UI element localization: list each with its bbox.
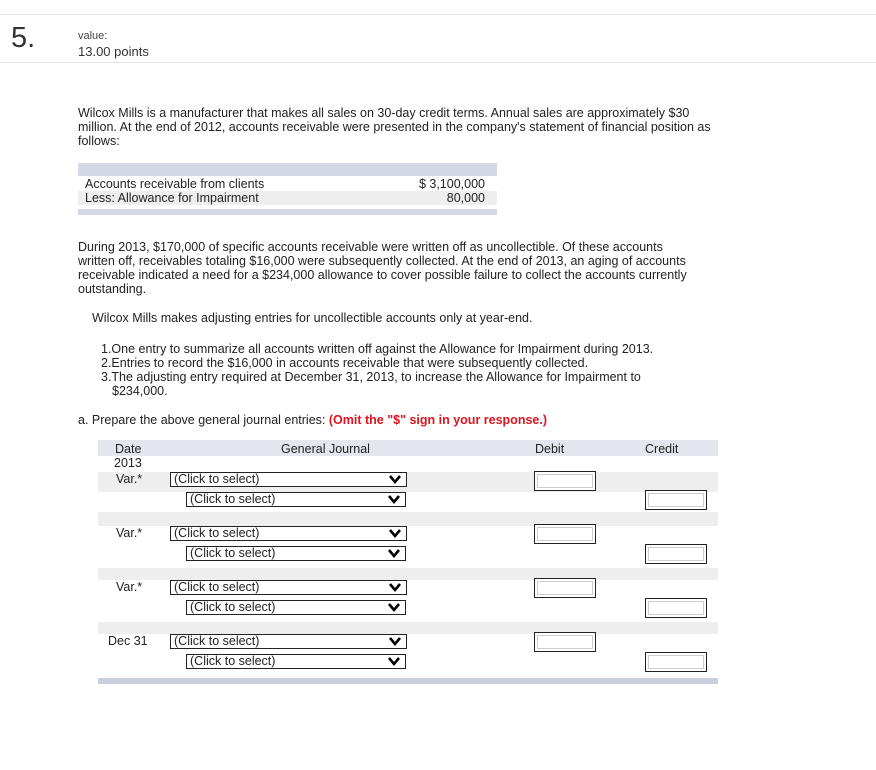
- chevron-down-icon: [388, 474, 402, 485]
- credit-account-select[interactable]: (Click to select): [186, 546, 406, 561]
- credit-amount-input[interactable]: [645, 544, 707, 564]
- year-label: 2013: [114, 456, 142, 470]
- part-a-prompt: [78, 413, 547, 427]
- intro-paragraph: Wilcox Mills is a manufacturer that makes all sales on 30-day credit terms. Annual sales are approximately $30 million. At the end of 2012, accounts receivable were presented in the company's statement of financial position as follows:: [78, 106, 711, 148]
- credit-account-select[interactable]: (Click to select): [186, 492, 406, 507]
- credit-header: Credit: [645, 442, 679, 456]
- prompt-note: (Omit the "$" sign in your response.): [328, 413, 547, 427]
- ar-row: [78, 191, 497, 205]
- entry-date: Var.*: [116, 526, 143, 540]
- chevron-down-icon: [388, 528, 402, 539]
- entry-date: Var.*: [116, 472, 143, 486]
- journal-header-row: [98, 440, 718, 456]
- entry-date: Var.*: [116, 580, 143, 594]
- credit-amount-input[interactable]: [645, 598, 707, 618]
- ar-row-value: 80,000: [446, 191, 485, 205]
- points-value: 13.00 points: [78, 44, 149, 59]
- chevron-down-icon: [388, 636, 402, 647]
- value-label: value:: [78, 30, 108, 42]
- list-item: 3.The adjusting entry required at December 31, 2013, to increase the Allowance for Impairment to: [101, 370, 641, 384]
- general-journal-header: General Journal: [281, 442, 370, 456]
- question-number: 5.: [11, 22, 36, 54]
- debit-account-select[interactable]: (Click to select): [170, 580, 407, 595]
- list-item: 1.One entry to summarize all accounts written off against the Allowance for Impairment during 2013.: [101, 342, 654, 356]
- chevron-down-icon: [388, 582, 402, 593]
- chevron-down-icon: [387, 602, 401, 613]
- required-entries-list: [101, 342, 691, 398]
- list-item-continuation: $234,000.: [112, 384, 168, 398]
- scenario-paragraph: During 2013, $170,000 of specific accounts receivable were written off as uncollectible. Of these accounts written off, receivables totaling $16,000 were subsequently collected. At the end of 2013, an aging of accounts receivable indicated a need for a $234,000 allowance to cover possible failure to collect the accounts currently outstanding.: [78, 240, 687, 296]
- entry-date: Dec 31: [108, 634, 148, 648]
- debit-amount-input[interactable]: [534, 578, 596, 598]
- debit-header: Debit: [535, 442, 565, 456]
- debit-account-select[interactable]: (Click to select): [170, 526, 407, 541]
- journal-table: [98, 440, 718, 685]
- chevron-down-icon: [387, 656, 401, 667]
- top-divider: [0, 14, 876, 15]
- debit-account-select[interactable]: (Click to select): [170, 634, 407, 649]
- prompt-text: a. Prepare the above general journal entries:: [78, 413, 329, 427]
- date-header: Date: [115, 442, 142, 456]
- list-item: 2.Entries to record the $16,000 in accounts receivable that were subsequently collected.: [101, 356, 589, 370]
- ar-row: [78, 177, 497, 191]
- credit-account-select[interactable]: (Click to select): [186, 600, 406, 615]
- chevron-down-icon: [387, 494, 401, 505]
- ar-row-label: Accounts receivable from clients: [85, 177, 265, 191]
- credit-account-select[interactable]: (Click to select): [186, 654, 406, 669]
- credit-amount-input[interactable]: [645, 490, 707, 510]
- debit-amount-input[interactable]: [534, 471, 596, 491]
- ar-row-value: $ 3,100,000: [418, 177, 485, 191]
- credit-amount-input[interactable]: [645, 652, 707, 672]
- header-divider: [0, 62, 876, 63]
- chevron-down-icon: [387, 548, 401, 559]
- debit-amount-input[interactable]: [534, 632, 596, 652]
- accounts-receivable-table: [78, 163, 497, 216]
- debit-amount-input[interactable]: [534, 524, 596, 544]
- debit-account-select[interactable]: (Click to select): [170, 472, 407, 487]
- ar-row-label: Less: Allowance for Impairment: [85, 191, 259, 205]
- policy-paragraph: Wilcox Mills makes adjusting entries for uncollectible accounts only at year-end.: [92, 311, 533, 325]
